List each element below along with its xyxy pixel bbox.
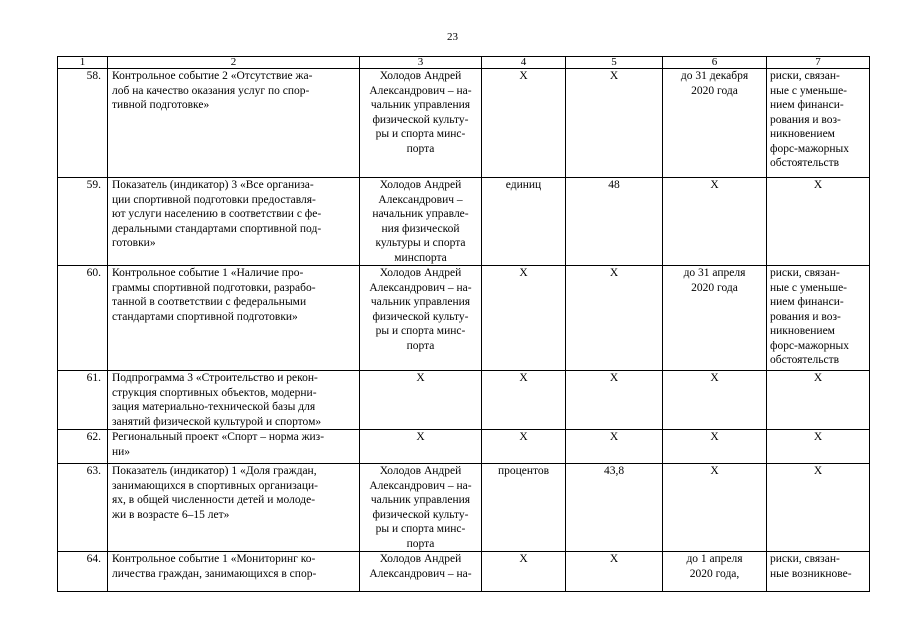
cell-text-line: Контрольное событие 1 «Мониторинг ко- [112, 553, 316, 565]
column-header: 7 [767, 57, 870, 69]
cell-text-line: Х [710, 465, 719, 477]
event-name-cell [108, 371, 360, 430]
cell-text-line: танной в соответствии с федеральными [112, 296, 307, 308]
column-header: 3 [360, 57, 482, 69]
table-header-row [58, 57, 870, 69]
cell-text-line: Показатель (индикатор) 1 «Доля граждан, [112, 465, 317, 477]
column-header: 1 [58, 57, 108, 69]
event-name-cell [108, 552, 360, 592]
cell-text-line: Показатель (индикатор) 3 «Все организа- [112, 179, 314, 191]
cell-text-line: порта [406, 142, 435, 155]
cell-text-line: Х [813, 465, 823, 477]
cell-text-line: никновением [770, 128, 835, 140]
cell-text-line: обстоятельств [770, 354, 840, 366]
table-row [58, 69, 870, 178]
table-row [58, 430, 870, 464]
unit-cell [482, 69, 566, 178]
cell-text-line: чальник управления [370, 494, 471, 506]
cell-text-line: Региональный проект «Спорт – норма жиз- [112, 431, 325, 443]
event-name-cell [108, 464, 360, 552]
cell-text-line: Холодов Андрей [379, 267, 462, 279]
cell-text-line: Александрович – на- [369, 84, 472, 97]
cell-text-line: готовки» [112, 237, 156, 249]
cell-text-line: рования и воз- [770, 310, 841, 323]
cell-text-line: нием финанси- [770, 296, 844, 308]
cell-text-line: рования и воз- [770, 113, 841, 126]
cell-text-line: Х [813, 431, 823, 443]
responsible-cell [360, 552, 482, 592]
responsible-cell [360, 266, 482, 371]
event-name-cell [108, 178, 360, 266]
cell-text-line: жи в возрасте 6–15 лет» [112, 508, 230, 521]
risk-cell [767, 266, 870, 371]
row-number-cell: 63. [58, 464, 108, 552]
cell-text-line: ные с уменьше- [770, 281, 848, 294]
cell-text-line: занятий физической культурой и спортом» [112, 415, 322, 428]
program-table [57, 56, 870, 592]
deadline-cell [663, 69, 767, 178]
cell-text-line: 48 [608, 179, 620, 191]
value-cell [566, 69, 663, 178]
cell-text-line: ях, в общей численности детей и молоде- [112, 494, 316, 506]
row-number-cell: 64. [58, 552, 108, 592]
cell-text-line: до 1 апреля [686, 553, 743, 565]
cell-text-line: ни» [112, 445, 131, 458]
cell-text-line: ции спортивной подготовки предоставля- [112, 193, 316, 206]
cell-text-line: Александрович – [378, 193, 463, 206]
cell-text-line: риски, связан- [770, 553, 840, 565]
event-name-cell [108, 266, 360, 371]
event-name-cell [108, 430, 360, 464]
row-number-cell: 59. [58, 178, 108, 266]
cell-text-line: Х [813, 179, 823, 191]
cell-text-line: ные с уменьше- [770, 84, 848, 97]
cell-text-line: Холодов Андрей [379, 553, 462, 565]
column-header: 4 [482, 57, 566, 69]
cell-text-line: минспорта [394, 251, 447, 264]
cell-text-line: Х [416, 372, 425, 384]
cell-text-line: порта [406, 339, 435, 352]
risk-cell [767, 464, 870, 552]
cell-text-line: Холодов Андрей [379, 465, 462, 477]
cell-text-line: граммы спортивной подготовки, разрабо- [112, 281, 316, 294]
responsible-cell [360, 178, 482, 266]
cell-text-line: лоб на качество оказания услуг по спор- [112, 84, 310, 97]
cell-text-line: Холодов Андрей [379, 70, 462, 82]
column-header: 2 [108, 57, 360, 69]
deadline-cell [663, 430, 767, 464]
cell-text-line: Х [609, 431, 619, 443]
cell-text-line: физической культу- [372, 310, 469, 323]
cell-text-line: 43,8 [603, 465, 625, 477]
responsible-cell [360, 430, 482, 464]
cell-text-line: форс-мажорных [770, 339, 849, 352]
cell-text-line: нием финанси- [770, 99, 844, 111]
cell-text-line: ния физической [381, 222, 460, 235]
cell-text-line: Контрольное событие 1 «Наличие про- [112, 267, 304, 279]
cell-text-line: риски, связан- [770, 267, 840, 279]
value-cell [566, 178, 663, 266]
cell-text-line: личества граждан, занимающихся в спор- [112, 567, 317, 580]
cell-text-line: Х [519, 431, 528, 443]
cell-text-line: ные возникнове- [770, 567, 852, 580]
row-number-cell: 62. [58, 430, 108, 464]
deadline-cell [663, 371, 767, 430]
cell-text-line: Х [609, 553, 619, 565]
unit-cell [482, 430, 566, 464]
cell-text-line: зация материально-технической базы для [112, 401, 316, 413]
risk-cell [767, 371, 870, 430]
cell-text-line: физической культу- [372, 508, 469, 521]
cell-text-line: 2020 года [691, 281, 738, 294]
row-number-cell: 58. [58, 69, 108, 178]
cell-text-line: ры и спорта минс- [375, 523, 466, 535]
cell-text-line: чальник управления [370, 99, 471, 111]
cell-text-line: Александрович – на- [369, 281, 472, 294]
cell-text-line: форс-мажорных [770, 142, 849, 155]
table-row [58, 371, 870, 430]
cell-text-line: никновением [770, 325, 835, 337]
cell-text-line: культуры и спорта [375, 237, 466, 249]
unit-cell [482, 266, 566, 371]
cell-text-line: процентов [497, 465, 550, 477]
cell-text-line: Александрович – на- [369, 479, 472, 492]
cell-text-line: 2020 года [691, 84, 738, 97]
cell-text-line: Х [710, 179, 719, 191]
unit-cell [482, 371, 566, 430]
cell-text-line: риски, связан- [770, 70, 840, 82]
cell-text-line: Х [519, 70, 528, 82]
risk-cell [767, 69, 870, 178]
deadline-cell [663, 266, 767, 371]
unit-cell [482, 464, 566, 552]
value-cell [566, 430, 663, 464]
event-name-cell [108, 69, 360, 178]
cell-text-line: до 31 декабря [680, 70, 749, 82]
table-row [58, 178, 870, 266]
cell-text-line: Х [813, 372, 823, 384]
cell-text-line: порта [406, 537, 435, 550]
cell-text-line: Х [609, 70, 619, 82]
cell-text-line: струкция спортивных объектов, модерни- [112, 386, 317, 399]
cell-text-line: Подпрограмма 3 «Строительство и рекон- [112, 372, 318, 384]
cell-text-line: Х [519, 267, 528, 279]
responsible-cell [360, 464, 482, 552]
cell-text-line: до 31 апреля [683, 267, 746, 279]
unit-cell [482, 552, 566, 592]
table-row [58, 552, 870, 592]
risk-cell [767, 430, 870, 464]
cell-text-line: Холодов Андрей [379, 179, 462, 191]
cell-text-line: деральными стандартами спортивной под- [112, 222, 322, 235]
cell-text-line: чальник управления [370, 296, 471, 308]
deadline-cell [663, 178, 767, 266]
cell-text-line: физической культу- [372, 113, 469, 126]
table-row [58, 266, 870, 371]
value-cell [566, 266, 663, 371]
cell-text-line: Александрович – на- [369, 567, 472, 580]
cell-text-line: 2020 года, [689, 567, 740, 580]
table-row [58, 464, 870, 552]
cell-text-line: Х [609, 372, 619, 384]
cell-text-line: Х [710, 431, 719, 443]
row-number-cell: 61. [58, 371, 108, 430]
responsible-cell [360, 371, 482, 430]
value-cell [566, 371, 663, 430]
cell-text-line: занимающихся в спортивных организаци- [112, 479, 318, 492]
cell-text-line: Х [609, 267, 619, 279]
responsible-cell [360, 69, 482, 178]
cell-text-line: Х [710, 372, 719, 384]
risk-cell [767, 552, 870, 592]
column-header: 6 [663, 57, 767, 69]
risk-cell [767, 178, 870, 266]
row-number-cell: 60. [58, 266, 108, 371]
value-cell [566, 464, 663, 552]
unit-cell [482, 178, 566, 266]
cell-text-line: Х [519, 372, 528, 384]
cell-text-line: тивной подготовке» [112, 99, 210, 111]
cell-text-line: Х [416, 431, 425, 443]
value-cell [566, 552, 663, 592]
page-number: 23 [447, 31, 458, 43]
cell-text-line: стандартами спортивной подготовки» [112, 310, 298, 323]
column-header: 5 [566, 57, 663, 69]
deadline-cell [663, 552, 767, 592]
cell-text-line: начальник управле- [372, 208, 469, 220]
cell-text-line: ры и спорта минс- [375, 128, 466, 140]
cell-text-line: Х [519, 553, 528, 565]
cell-text-line: ют услуги населению в соответствии с фе- [112, 208, 322, 220]
deadline-cell [663, 464, 767, 552]
cell-text-line: Контрольное событие 2 «Отсутствие жа- [112, 70, 313, 82]
cell-text-line: ры и спорта минс- [375, 325, 466, 337]
cell-text-line: единиц [505, 179, 542, 191]
cell-text-line: обстоятельств [770, 157, 840, 169]
